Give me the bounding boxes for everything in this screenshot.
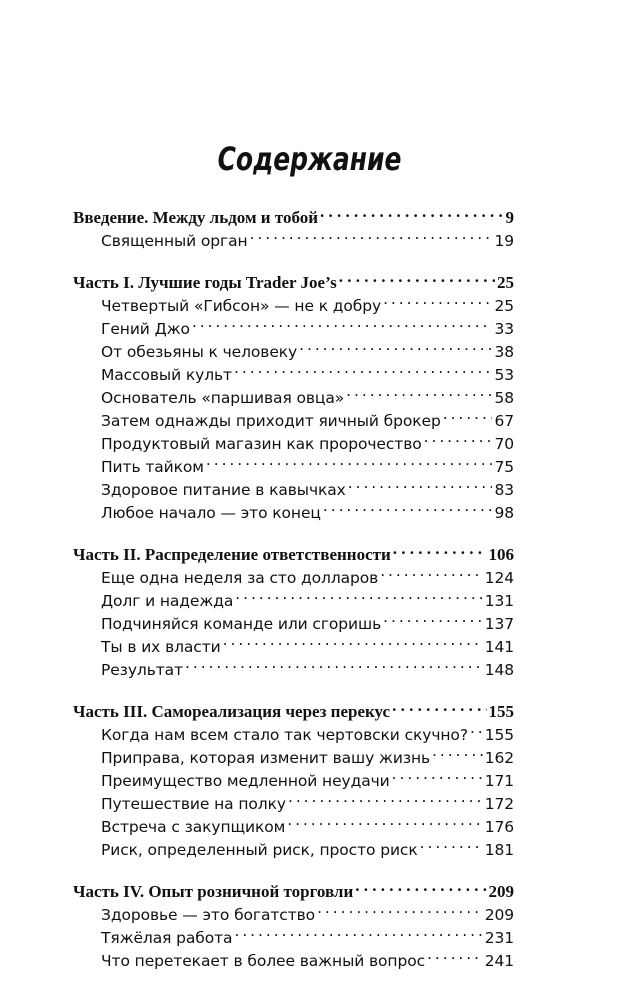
- toc-page-number: 137: [484, 615, 514, 633]
- toc-entry-label: Тяжёлая работа: [101, 929, 233, 947]
- toc-entry-label: Когда нам всем стало так чертовски скучно?: [101, 726, 468, 744]
- toc-entry-label: Что перетекает в более важный вопрос: [101, 952, 426, 970]
- toc-entry-label: Основатель «паршивая овца»: [101, 389, 345, 407]
- toc-section: [73, 874, 514, 970]
- toc-section: [73, 537, 514, 679]
- toc-page-number: 75: [494, 458, 514, 476]
- toc-entry-label: Затем однажды приходит яичный брокер: [101, 412, 441, 430]
- dot-leader: [287, 809, 482, 832]
- toc-entry-label: Часть III. Самореализация через перекус: [73, 702, 391, 721]
- toc-page-number: 25: [494, 297, 514, 315]
- dot-leader: [355, 874, 486, 897]
- toc-page-number: 162: [484, 749, 514, 767]
- dot-leader: [288, 786, 483, 809]
- toc-page-number: 25: [497, 273, 514, 292]
- dot-leader: [427, 943, 483, 966]
- toc-page-number: 209: [488, 882, 514, 901]
- toc-part-heading[interactable]: [73, 537, 514, 564]
- toc-page-number: 70: [494, 435, 514, 453]
- toc-page-number: 231: [484, 929, 514, 947]
- dot-leader: [383, 606, 483, 629]
- toc-entry-label: Гений Джо: [101, 320, 190, 338]
- toc-entry-label: Преимущество медленной неудачи: [101, 772, 390, 790]
- toc-entry-label: Приправа, которая изменит вашу жизнь: [101, 749, 431, 767]
- toc-page-number: 148: [484, 661, 514, 679]
- toc-page-number: 241: [484, 952, 514, 970]
- toc-part-heading[interactable]: [73, 200, 514, 227]
- toc-page-number: 19: [494, 232, 514, 250]
- toc-part-heading[interactable]: [73, 265, 514, 292]
- toc-page-number: 171: [484, 772, 514, 790]
- toc-entry-label: Любое начало — это конец: [101, 504, 321, 522]
- toc-page-number: 209: [484, 906, 514, 924]
- dot-leader: [393, 537, 487, 560]
- dot-leader: [348, 472, 493, 495]
- toc-page-number: 83: [494, 481, 514, 499]
- toc-page-number: 141: [484, 638, 514, 656]
- dot-leader: [192, 311, 493, 334]
- dot-leader: [234, 920, 482, 943]
- toc-entry-label: Часть IV. Опыт розничной торговли: [73, 882, 354, 901]
- toc-section: [73, 265, 514, 522]
- toc-entry-label: Часть I. Лучшие годы Trader Joe’s: [73, 273, 337, 292]
- dot-leader: [424, 426, 493, 449]
- dot-leader: [392, 694, 486, 717]
- toc-entry-label: Путешествие на полку: [101, 795, 286, 813]
- toc-page-number: 155: [484, 726, 514, 744]
- toc-entry-label: Долг и надежда: [101, 592, 234, 610]
- dot-leader: [383, 288, 492, 311]
- toc-page-number: 58: [494, 389, 514, 407]
- toc-entry-label: Подчиняйся команде или сгоришь: [101, 615, 382, 633]
- toc-part-heading[interactable]: [73, 874, 514, 901]
- toc-page-number: 67: [494, 412, 514, 430]
- toc-entry-label: От обезьяны к человеку: [101, 343, 298, 361]
- dot-leader: [317, 897, 483, 920]
- dot-leader: [299, 334, 492, 357]
- toc-page-number: 181: [484, 841, 514, 859]
- toc-page-number: 98: [494, 504, 514, 522]
- toc-entry-label: Продуктовый магазин как пророчество: [101, 435, 422, 453]
- toc-entry-label: Священный орган: [101, 232, 248, 250]
- toc-page-number: 155: [488, 702, 514, 721]
- toc-entry-label: Еще одна неделя за сто долларов: [101, 569, 379, 587]
- dot-leader: [380, 560, 483, 583]
- toc-entry-label: Здоровье — это богатство: [101, 906, 316, 924]
- toc-entry-label: Четвертый «Гибсон» — не к добру: [101, 297, 382, 315]
- table-of-contents: [73, 200, 514, 985]
- dot-leader: [234, 357, 492, 380]
- toc-page-number: 38: [494, 343, 514, 361]
- toc-page-number: 53: [494, 366, 514, 384]
- dot-leader: [235, 583, 482, 606]
- toc-section: [73, 694, 514, 859]
- toc-entry-label: Риск, определенный риск, просто риск: [101, 841, 418, 859]
- toc-page-number: 131: [484, 592, 514, 610]
- toc-page-number: 176: [484, 818, 514, 836]
- toc-page-number: 33: [494, 320, 514, 338]
- toc-section: [73, 200, 514, 250]
- toc-page-number: 9: [505, 208, 514, 227]
- dot-leader: [392, 763, 483, 786]
- toc-entry-label: Результат: [101, 661, 183, 679]
- toc-entry-label: Массовый культ: [101, 366, 232, 384]
- dot-leader: [470, 717, 483, 740]
- toc-entry-label: Пить тайком: [101, 458, 204, 476]
- dot-leader: [443, 403, 493, 426]
- toc-page-number: 172: [484, 795, 514, 813]
- page-title: Содержание: [217, 140, 402, 178]
- toc-entry-label: Ты в их власти: [101, 638, 221, 656]
- toc-entry-label: Часть II. Распределение ответственности: [73, 545, 391, 564]
- dot-leader: [420, 832, 483, 855]
- toc-page-number: 106: [488, 545, 514, 564]
- toc-page-number: 124: [484, 569, 514, 587]
- toc-part-heading[interactable]: [73, 694, 514, 721]
- dot-leader: [320, 200, 503, 223]
- dot-leader: [323, 495, 493, 518]
- toc-entry-label: Встреча с закупщиком: [101, 818, 286, 836]
- dot-leader: [346, 380, 492, 403]
- dot-leader: [185, 652, 483, 675]
- dot-leader: [223, 629, 483, 652]
- dot-leader: [432, 740, 483, 763]
- toc-entry-label: Здоровое питание в кавычках: [101, 481, 346, 499]
- dot-leader: [339, 265, 495, 288]
- toc-entry-label: Введение. Между льдом и тобой: [73, 208, 319, 227]
- dot-leader: [250, 223, 493, 246]
- dot-leader: [206, 449, 493, 472]
